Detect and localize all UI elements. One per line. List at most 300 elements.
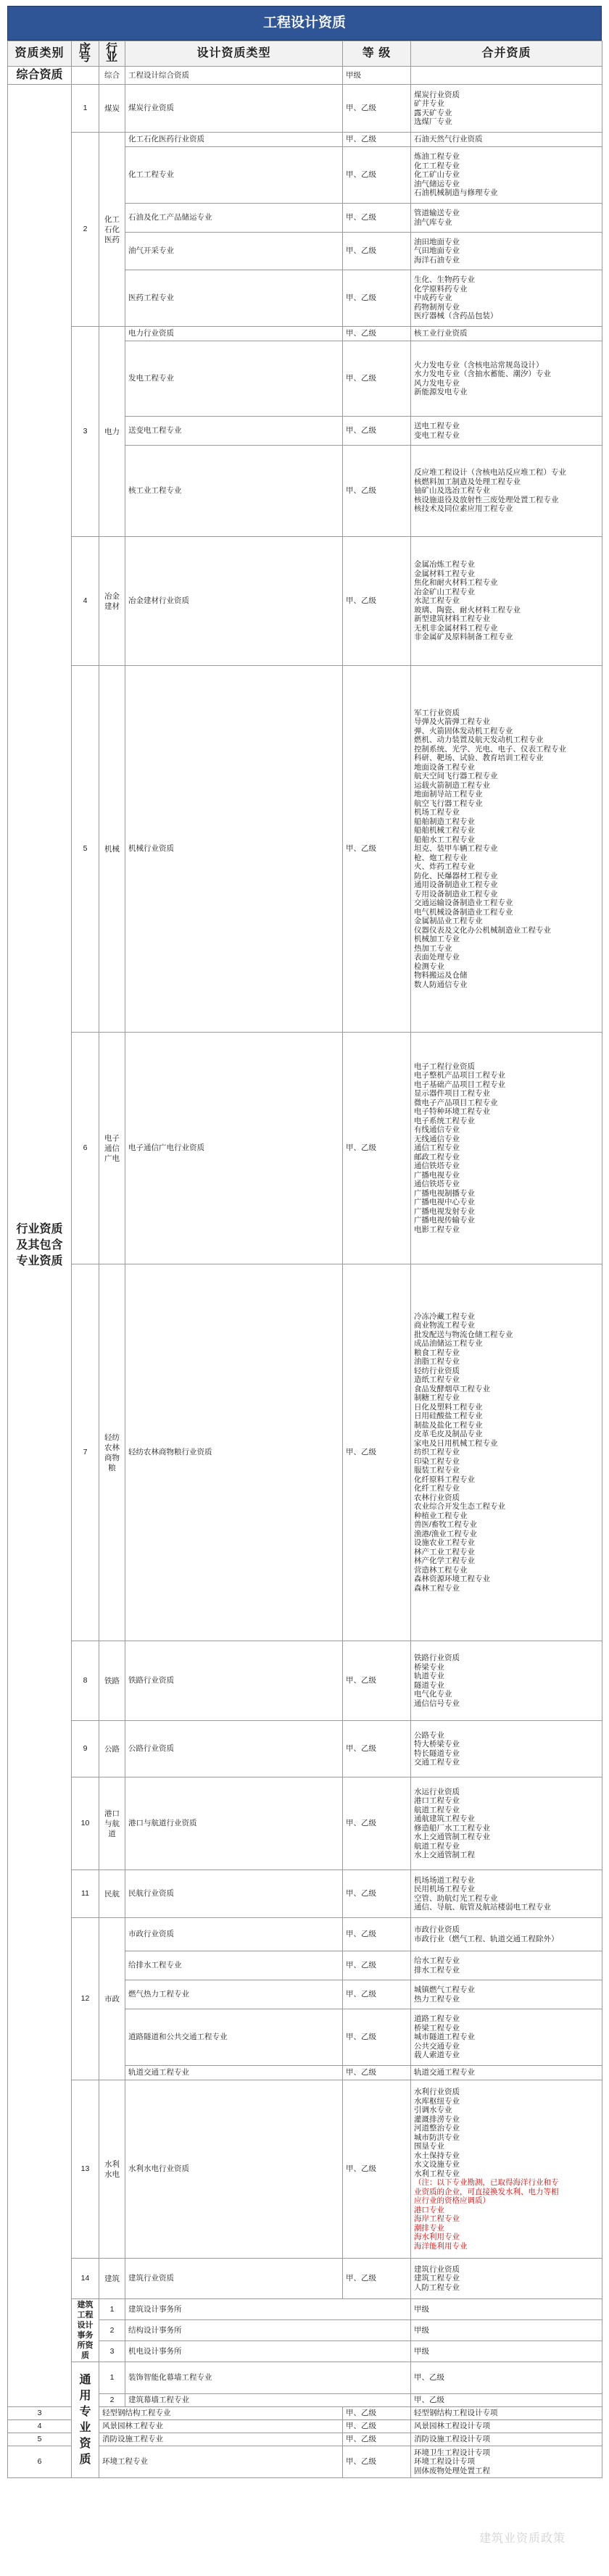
row-type: 铁路行业资质 — [125, 1641, 343, 1721]
row-type: 建筑设计事务所 — [125, 2299, 411, 2320]
table-row — [8, 2080, 602, 2259]
merged-qualification: 市政行业（燃气工程、轨道交通工程除外） — [414, 1934, 559, 1943]
row-no: 3 — [99, 2341, 125, 2362]
merged-qualification: 广播电视中心专业 — [414, 1198, 475, 1207]
row-type: 医药工程专业 — [125, 270, 343, 327]
merged-qualification: 船舶机械工程专业 — [414, 826, 475, 835]
merged-qualification-note: 海水利用专业 — [414, 2233, 460, 2241]
merged-qualification: 交通运输设备制造业工程专业 — [414, 899, 513, 908]
row-merged — [411, 2259, 602, 2299]
merged-qualification: 非金属矿及原料制备工程专业 — [414, 633, 513, 642]
merged-qualification: 检测专业 — [414, 962, 444, 971]
merged-qualification: 通用设备制造业工程专业 — [414, 880, 498, 890]
header-industry: 行业 — [99, 41, 125, 67]
row-grade: 甲、乙级 — [343, 1264, 411, 1641]
merged-qualification: 核燃料加工制造及处理工程专业 — [414, 477, 521, 486]
row-merged — [411, 1980, 602, 2009]
merged-qualification: 林产化学工程专业 — [414, 1556, 475, 1566]
row-type: 装饰智能化幕墙工程专业 — [125, 2362, 411, 2394]
table-row — [8, 85, 602, 133]
merged-qualification: 种植业工程专业 — [414, 1511, 468, 1520]
table-row — [8, 1777, 602, 1870]
row-no: 1 — [99, 2362, 125, 2394]
merged-qualification: 军工行业资质 — [414, 708, 460, 717]
row-merged — [411, 1951, 602, 1980]
row-merged — [411, 327, 602, 341]
merged-qualification: 交通工程专业 — [414, 1758, 460, 1767]
merged-qualification: 引调水专业 — [414, 2106, 452, 2114]
merged-qualification: 隧道专业 — [414, 1680, 444, 1690]
merged-qualification: 热力工程专业 — [414, 1994, 460, 2004]
merged-qualification: 化纤原料工程专业 — [414, 1475, 475, 1484]
merged-qualification: 气田地面专业 — [414, 246, 460, 256]
row-type: 化工工程专业 — [125, 147, 343, 204]
merged-qualification: 化纤工程专业 — [414, 1484, 460, 1493]
merged-qualification: 变电工程专业 — [414, 430, 460, 440]
merged-qualification-note: 港口专业 — [414, 2205, 444, 2214]
header-row — [8, 41, 602, 67]
merged-qualification: 制糖工程专业 — [414, 1393, 460, 1403]
merged-qualification: 仪器仪表及文化办公机械制造业工程专业 — [414, 925, 551, 935]
row-grade: 甲级 — [411, 2299, 602, 2320]
table-row — [8, 2259, 602, 2299]
merged-qualification: 新型建筑材料工程专业 — [414, 614, 490, 624]
row-grade: 甲、乙级 — [343, 1951, 411, 1980]
table-row — [8, 2299, 602, 2320]
merged-qualification: 道路工程专业 — [414, 2014, 460, 2024]
table-row — [8, 537, 602, 666]
row-no: 6 — [8, 2446, 72, 2478]
header-type: 设计资质类型 — [125, 41, 343, 67]
merged-qualification: 水上交通管制工程 — [414, 1851, 475, 1859]
merged-qualification: 机场工程专业 — [414, 808, 460, 817]
row-no: 4 — [8, 2420, 72, 2433]
row-no: 7 — [72, 1264, 99, 1641]
merged-qualification: 铀矿山及选冶工程专业 — [414, 486, 490, 496]
merged-qualification: 海洋石油专业 — [414, 255, 460, 264]
row-type: 核工业工程专业 — [125, 446, 343, 537]
table-row — [8, 1721, 602, 1777]
row-type: 化工石化医药行业资质 — [125, 133, 343, 147]
merged-qualification: 航空飞行器工程专业 — [414, 799, 483, 808]
row-industry: 电力 — [99, 327, 125, 537]
row-type: 港口与航道行业资质 — [125, 1777, 343, 1870]
merged-qualification: 运载火箭制造工程专业 — [414, 780, 490, 790]
row-grade: 甲、乙级 — [343, 1870, 411, 1918]
row-type: 水利水电行业资质 — [125, 2080, 343, 2259]
merged-qualification: 焦化和耐火材料工程专业 — [414, 578, 498, 588]
merged-qualification-note: （注：以下专业勘测，已取得海洋行业和专 — [414, 2178, 559, 2187]
merged-qualification: 煤炭行业资质 — [414, 90, 460, 99]
row-grade: 甲级 — [411, 2320, 602, 2341]
merged-qualification: 广播电视专业 — [414, 1170, 460, 1180]
merged-qualification: 表面处理专业 — [414, 953, 460, 962]
row-type: 电力行业资质 — [125, 327, 343, 341]
row-no: 3 — [8, 2407, 72, 2420]
row-type: 建筑行业资质 — [125, 2259, 343, 2299]
row-grade: 甲、乙级 — [343, 2009, 411, 2066]
row-type: 机械行业资质 — [125, 666, 343, 1033]
row-type: 电子通信广电行业资质 — [125, 1033, 343, 1264]
merged-qualification: 有线通信专业 — [414, 1125, 460, 1135]
merged-qualification: 无机非金属材料工程专业 — [414, 623, 498, 633]
row-industry: 市政 — [99, 1918, 125, 2080]
merged-qualification: 化学原料药专业 — [414, 284, 468, 293]
row-no: 8 — [72, 1641, 99, 1721]
row-grade: 甲、乙级 — [343, 2080, 411, 2259]
merged-qualification-note: 海岸工程专业 — [414, 2214, 460, 2223]
merged-qualification: 新能源发电专业 — [414, 388, 468, 396]
row-grade: 甲、乙级 — [343, 1033, 411, 1264]
row-no: 3 — [72, 327, 99, 537]
category-cell: 通用专业资质 — [72, 2362, 99, 2478]
merged-qualification: 城市隧道工程专业 — [414, 2033, 475, 2042]
merged-qualification: 消防设施工程设计专项 — [414, 2435, 490, 2444]
merged-qualification: 石油天然气行业资质 — [414, 135, 483, 144]
row-grade: 甲、乙级 — [343, 2433, 411, 2446]
merged-qualification: 反应堆工程设计（含核电站反应堆工程）专业 — [414, 468, 566, 478]
row-no: 2 — [72, 133, 99, 327]
merged-qualification: 建筑行业资质 — [414, 2264, 460, 2274]
row-type: 市政行业资质 — [125, 1918, 343, 1951]
merged-qualification: 特大桥梁专业 — [414, 1740, 460, 1748]
row-merged — [411, 1870, 602, 1918]
merged-qualification: 科研、靶场、试验、教育培训工程专业 — [414, 754, 544, 763]
row-industry: 机械 — [99, 666, 125, 1033]
merged-qualification: 机场场道工程专业 — [414, 1875, 475, 1885]
merged-qualification: 广播电视制播专业 — [414, 1188, 475, 1198]
row-merged — [411, 1033, 602, 1264]
merged-qualification: 地面制导站工程专业 — [414, 790, 483, 799]
row-merged — [411, 2080, 602, 2259]
row-type: 送变电工程专业 — [125, 417, 343, 446]
row-merged — [411, 2420, 602, 2433]
row-grade: 甲、乙级 — [343, 666, 411, 1033]
row-no: 9 — [72, 1721, 99, 1777]
row-grade: 甲、乙级 — [343, 1918, 411, 1951]
watermark-text: 建筑业资质政策 — [478, 2533, 566, 2545]
row-no: 6 — [72, 1033, 99, 1264]
merged-qualification: 印染工程专业 — [414, 1456, 460, 1466]
merged-qualification: 枪、炮工程专业 — [414, 853, 468, 862]
merged-qualification: 风景园林工程设计专项 — [414, 2422, 490, 2431]
merged-qualification: 日用硅酸盐工程专业 — [414, 1412, 483, 1421]
row-no: 14 — [72, 2259, 99, 2299]
merged-qualification: 固体废物处理处置工程 — [414, 2466, 490, 2475]
row-grade: 甲、乙级 — [343, 270, 411, 327]
merged-qualification: 送电工程专业 — [414, 422, 460, 430]
merged-qualification: 电子特种环境工程专业 — [414, 1107, 490, 1117]
sheet-title: 工程设计资质 — [7, 6, 602, 41]
merged-qualification: 油脂工程专业 — [414, 1357, 460, 1367]
merged-qualification: 石油机械制造与修理专业 — [414, 188, 498, 198]
row-grade: 甲、乙级 — [343, 2446, 411, 2478]
merged-qualification: 空管、助航灯光工程专业 — [414, 1893, 498, 1903]
merged-qualification: 水文设施专业 — [414, 2160, 460, 2169]
merged-qualification: 管道输送专业 — [414, 209, 460, 217]
merged-qualification: 水上交通管制工程专业 — [414, 1833, 490, 1841]
row-grade: 甲、乙级 — [343, 341, 411, 417]
merged-qualification: 电子基础产品项目工程专业 — [414, 1080, 505, 1089]
merged-qualification: 通航建筑工程专业 — [414, 1814, 475, 1823]
row-merged — [411, 270, 602, 327]
merged-qualification: 金属冶炼工程专业 — [414, 560, 475, 570]
merged-qualification: 排水工程专业 — [414, 1965, 460, 1975]
merged-qualification: 载人索道专业 — [414, 2051, 460, 2060]
row-type: 环境工程专业 — [99, 2446, 343, 2478]
merged-qualification: 水运行业资质 — [414, 1787, 460, 1796]
row-industry: 综合 — [99, 67, 125, 85]
row-grade: 甲、乙级 — [343, 147, 411, 204]
row-type: 给排水工程专业 — [125, 1951, 343, 1980]
merged-qualification: 修造船厂水工工程专业 — [414, 1823, 490, 1833]
row-industry: 建筑 — [99, 2259, 125, 2299]
merged-qualification: 金属材料工程专业 — [414, 569, 475, 578]
merged-qualification: 森林工程专业 — [414, 1583, 460, 1593]
table-row — [8, 1264, 602, 1641]
row-merged — [411, 2066, 602, 2080]
row-grade: 甲级 — [411, 2341, 602, 2362]
merged-qualification: 建筑工程专业 — [414, 2274, 460, 2283]
merged-qualification-note: 海洋能利用专业 — [414, 2241, 468, 2251]
merged-qualification: 通信铁塔专业 — [414, 1180, 460, 1189]
merged-qualification: 特长隧道专业 — [414, 1748, 460, 1758]
merged-qualification: 公共交通专业 — [414, 2041, 460, 2051]
merged-qualification: 林产工业工程专业 — [414, 1547, 475, 1556]
merged-qualification: 专用设备制造业工程专业 — [414, 889, 498, 899]
row-grade: 甲、乙级 — [343, 1721, 411, 1777]
row-no — [72, 67, 99, 85]
merged-qualification: 通信、导航、航管及航站楼弱电工程专业 — [414, 1903, 551, 1912]
row-no: 1 — [99, 2299, 125, 2320]
row-grade: 甲、乙级 — [343, 2407, 411, 2420]
merged-qualification: 皮革毛皮及制品专业 — [414, 1430, 483, 1439]
merged-qualification: 冷冻冷藏工程专业 — [414, 1312, 475, 1321]
merged-qualification: 电影工程专业 — [414, 1225, 460, 1234]
row-grade: 甲、乙级 — [343, 1777, 411, 1870]
merged-qualification: 化工工程专业 — [414, 161, 460, 170]
merged-qualification: 邮政工程专业 — [414, 1152, 460, 1162]
merged-qualification: 轨道专业 — [414, 1672, 444, 1680]
category-cell: 综合资质 — [8, 67, 72, 85]
row-no: 12 — [72, 1918, 99, 2080]
merged-qualification-note: 业资质的企业，可直接换发水利、电力等相 — [414, 2187, 559, 2196]
row-industry: 轻纺农林商物粮 — [99, 1264, 125, 1641]
merged-qualification: 航道工程专业 — [414, 1841, 460, 1851]
row-industry: 民航 — [99, 1870, 125, 1918]
row-merged — [411, 67, 602, 85]
row-industry: 煤炭 — [99, 85, 125, 133]
category-cell: 建筑工程设计事务所资质 — [72, 2299, 99, 2362]
merged-qualification: 粮食工程专业 — [414, 1348, 460, 1357]
merged-qualification: 民用机场工程专业 — [414, 1885, 475, 1893]
row-grade: 甲、乙级 — [343, 85, 411, 133]
merged-qualification: 水泥工程专业 — [414, 596, 460, 606]
merged-qualification: 电子系统工程专业 — [414, 1116, 475, 1125]
merged-qualification: 风力发电专业 — [414, 378, 460, 388]
row-grade: 甲、乙级 — [343, 537, 411, 666]
header-category: 资质类别 — [8, 41, 72, 67]
row-merged — [411, 147, 602, 204]
merged-qualification: 冶金矿山工程专业 — [414, 587, 475, 596]
row-type: 轻型钢结构工程专业 — [99, 2407, 343, 2420]
merged-qualification: 生化、生物药专业 — [414, 275, 475, 285]
row-industry: 冶金建材 — [99, 537, 125, 666]
merged-qualification: 环境工程设计专项 — [414, 2457, 475, 2467]
row-no: 5 — [72, 666, 99, 1033]
row-grade: 甲、乙级 — [343, 1641, 411, 1721]
row-grade: 甲、乙级 — [343, 2066, 411, 2080]
row-industry: 化工石化医药 — [99, 133, 125, 327]
merged-qualification: 商业物流工程专业 — [414, 1321, 475, 1330]
merged-qualification: 河道整治专业 — [414, 2124, 460, 2133]
merged-qualification: 造纸工程专业 — [414, 1375, 460, 1385]
merged-qualification: 农业综合开发生态工程专业 — [414, 1502, 505, 1512]
row-type: 发电工程专业 — [125, 341, 343, 417]
row-type: 油气开采专业 — [125, 233, 343, 270]
merged-qualification: 电子整机产品项目工程专业 — [414, 1071, 505, 1080]
row-type: 民航行业资质 — [125, 1870, 343, 1918]
merged-qualification: 制盐及盐化工程专业 — [414, 1420, 483, 1430]
header-grade: 等 级 — [343, 41, 411, 67]
merged-qualification: 微电子产品项目工程专业 — [414, 1098, 498, 1107]
row-no: 5 — [8, 2433, 72, 2446]
row-merged — [411, 204, 602, 233]
row-industry: 电子通信广电 — [99, 1033, 125, 1264]
table-row — [8, 1033, 602, 1264]
header-merged: 合并资质 — [411, 41, 602, 67]
merged-qualification: 露天矿专业 — [414, 108, 452, 117]
merged-qualification: 水利工程专业 — [414, 2169, 460, 2178]
merged-qualification-note: 潮排专业 — [414, 2223, 444, 2233]
row-merged — [411, 133, 602, 147]
merged-qualification-note: 应行业的资格应调质） — [414, 2196, 490, 2205]
row-type: 轨道交通工程专业 — [125, 2066, 343, 2080]
qualification-table — [7, 41, 602, 2478]
merged-qualification: 导弹及火箭弹工程专业 — [414, 717, 490, 727]
row-grade: 甲、乙级 — [343, 2420, 411, 2433]
row-grade: 甲、乙级 — [343, 327, 411, 341]
merged-qualification: 无线通信专业 — [414, 1134, 460, 1143]
row-merged — [411, 2446, 602, 2478]
row-no: 11 — [72, 1870, 99, 1918]
merged-qualification: 油田地面专业 — [414, 237, 460, 246]
merged-qualification: 医疗器械（含药品包装） — [414, 312, 498, 321]
row-grade: 甲、乙级 — [411, 2394, 602, 2407]
merged-qualification: 桥梁专业 — [414, 1662, 444, 1672]
merged-qualification: 城市防洪专业 — [414, 2133, 460, 2142]
row-no: 2 — [99, 2394, 125, 2407]
row-type: 消防设施工程专业 — [99, 2433, 343, 2446]
merged-qualification: 给水工程专业 — [414, 1956, 460, 1965]
row-type: 工程设计综合资质 — [125, 67, 343, 85]
merged-qualification: 地面设备工程专业 — [414, 762, 475, 772]
merged-qualification: 防化、民爆器材工程专业 — [414, 871, 498, 880]
merged-qualification: 渔港/渔业工程专业 — [414, 1529, 477, 1538]
merged-qualification: 铁路行业资质 — [414, 1654, 460, 1662]
row-type: 冶金建材行业资质 — [125, 537, 343, 666]
row-industry: 水利水电 — [99, 2080, 125, 2259]
row-merged — [411, 2407, 602, 2420]
row-grade: 甲、乙级 — [343, 233, 411, 270]
row-merged — [411, 417, 602, 446]
merged-qualification: 轻纺行业资质 — [414, 1366, 460, 1375]
merged-qualification: 日化及塑料工程专业 — [414, 1402, 483, 1412]
merged-qualification: 坦克、装甲车辆工程专业 — [414, 844, 498, 854]
merged-qualification: 水土保持专业 — [414, 2151, 460, 2160]
row-type: 轻纺农林商物粮行业资质 — [125, 1264, 343, 1641]
merged-qualification: 食品发酵烟草工程专业 — [414, 1384, 490, 1393]
merged-qualification: 水库枢纽专业 — [414, 2096, 460, 2106]
merged-qualification: 城镇燃气工程专业 — [414, 1985, 475, 1994]
row-merged — [411, 1641, 602, 1721]
merged-qualification: 设施农业工程专业 — [414, 1538, 475, 1548]
table-row — [8, 327, 602, 341]
merged-qualification: 电子工程行业资质 — [414, 1062, 475, 1071]
row-no: 1 — [72, 85, 99, 133]
merged-qualification: 火力发电专业（含核电站常规岛设计） — [414, 360, 544, 370]
row-grade: 甲、乙级 — [343, 204, 411, 233]
row-grade: 甲、乙级 — [343, 446, 411, 537]
row-type: 建筑幕墙工程专业 — [125, 2394, 411, 2407]
merged-qualification: 港口工程专业 — [414, 1796, 460, 1805]
table-row — [8, 2362, 602, 2394]
row-merged — [411, 2433, 602, 2446]
row-grade: 甲、乙级 — [411, 2362, 602, 2394]
merged-qualification: 市政行业资质 — [414, 1925, 460, 1934]
merged-qualification: 通信工程专业 — [414, 1143, 460, 1153]
merged-qualification: 航天空间飞行器工程专业 — [414, 772, 498, 781]
row-no: 2 — [99, 2320, 125, 2341]
table-row — [8, 67, 602, 85]
row-merged — [411, 1264, 602, 1641]
merged-qualification: 围垦专业 — [414, 2142, 444, 2151]
category-cell: 行业资质及其包含专业资质 — [8, 85, 72, 2407]
merged-qualification: 弹、火箭固体发动机工程专业 — [414, 726, 513, 735]
merged-qualification: 选煤厂专业 — [414, 117, 452, 126]
merged-qualification: 金属制品业工程专业 — [414, 917, 483, 926]
row-type: 公路行业资质 — [125, 1721, 343, 1777]
merged-qualification: 核工业行业资质 — [414, 329, 468, 338]
merged-qualification: 水利行业资质 — [414, 2088, 460, 2096]
merged-qualification: 批发配送与物流仓储工程专业 — [414, 1330, 513, 1339]
row-type: 道路隧道和公共交通工程专业 — [125, 2009, 343, 2066]
merged-qualification: 轨道交通工程专业 — [414, 2068, 475, 2077]
merged-qualification: 公路专业 — [414, 1730, 444, 1740]
merged-qualification: 化工矿山专业 — [414, 170, 460, 180]
row-merged — [411, 1721, 602, 1777]
row-merged — [411, 446, 602, 537]
table-row — [8, 666, 602, 1033]
qualification-sheet — [7, 6, 602, 2478]
row-grade: 甲、乙级 — [343, 133, 411, 147]
row-type: 燃气热力工程专业 — [125, 1980, 343, 2009]
row-no: 13 — [72, 2080, 99, 2259]
merged-qualification: 药物制剂专业 — [414, 302, 460, 312]
row-type: 结构设计事务所 — [125, 2320, 411, 2341]
merged-qualification: 人防工程专业 — [414, 2283, 460, 2292]
merged-qualification: 通信信号专业 — [414, 1698, 460, 1708]
table-row — [8, 1870, 602, 1918]
merged-qualification: 纺织工程专业 — [414, 1448, 460, 1457]
row-type: 机电设计事务所 — [125, 2341, 411, 2362]
merged-qualification: 控制系统、光学、光电、电子、仪表工程专业 — [414, 744, 566, 754]
merged-qualification: 成品油储运工程专业 — [414, 1339, 483, 1349]
merged-qualification: 核技术及同位素应用工程专业 — [414, 504, 513, 514]
row-merged — [411, 537, 602, 666]
row-grade: 甲级 — [343, 67, 411, 85]
header-no: 序号 — [72, 41, 99, 67]
